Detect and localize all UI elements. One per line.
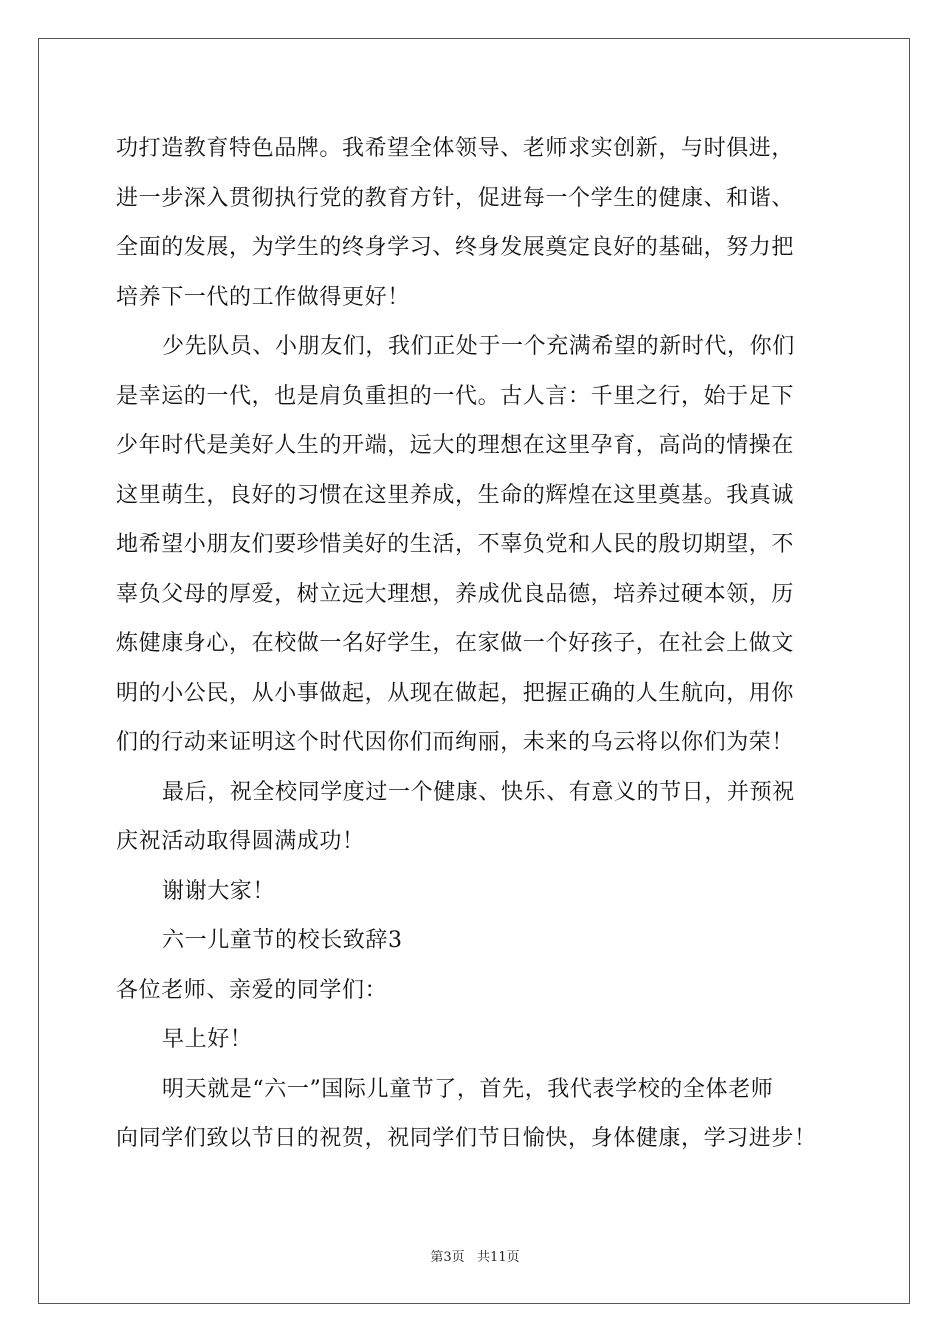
paragraph-start-line: 少先队员、小朋友们，我们正处于一个充满希望的新时代，你们 (162, 334, 795, 359)
closing-line: 谢谢大家！ (162, 878, 276, 904)
salutation-line: 各位老师、亲爱的同学们： (116, 977, 388, 1003)
body-text-line: 辜负父母的厚爱，树立远大理想，养成优良品德，培养过硬本领，历 (116, 581, 795, 607)
body-text-line: 地希望小朋友们要珍惜美好的生活，不辜负党和人民的殷切期望，不 (116, 532, 795, 557)
body-text-line: 进一步深入贯彻执行党的教育方针，促进每一个学生的健康、和谐、 (116, 185, 795, 211)
body-text-line: 是幸运的一代，也是肩负重担的一代。古人言：千里之行，始于足下 (116, 383, 795, 409)
page-footer (0, 1246, 950, 1265)
body-text-line: 明的小公民，从小事做起，从现在做起，把握正确的人生航向，用你 (116, 680, 795, 706)
body-text-line: 庆祝活动取得圆满成功！ (116, 829, 365, 854)
greeting-line: 早上好！ (162, 1027, 253, 1052)
body-text-line: 培养下一代的工作做得更好！ (116, 284, 410, 310)
body-text-line: 向同学们致以节日的祝贺，祝同学们节日愉快，身体健康，学习进步！ (116, 1126, 817, 1151)
page-number: 第3页 共11页 (430, 1250, 520, 1265)
document-body (116, 124, 836, 1164)
paragraph-start-line: 最后，祝全校同学度过一个健康、快乐、有意义的节日，并预祝 (162, 779, 795, 805)
body-text-line: 全面的发展，为学生的终身学习、终身发展奠定良好的基础，努力把 (116, 235, 795, 260)
section-heading: 六一儿童节的校长致辞3 (162, 928, 403, 953)
body-text-line: 少年时代是美好人生的开端，远大的理想在这里孕育，高尚的情操在 (116, 433, 795, 458)
body-text-line: 们的行动来证明这个时代因你们而绚丽，未来的乌云将以你们为荣！ (116, 730, 795, 755)
paragraph-start-line: 明天就是“六一”国际儿童节了，首先，我代表学校的全体老师 (162, 1076, 774, 1102)
body-text-line: 这里萌生，良好的习惯在这里养成，生命的辉煌在这里奠基。我真诚 (116, 482, 795, 508)
body-text-line: 功打造教育特色品牌。我希望全体领导、老师求实创新，与时俱进， (116, 136, 795, 161)
body-text-line: 炼健康身心，在校做一名好学生，在家做一个好孩子，在社会上做文 (116, 631, 795, 656)
